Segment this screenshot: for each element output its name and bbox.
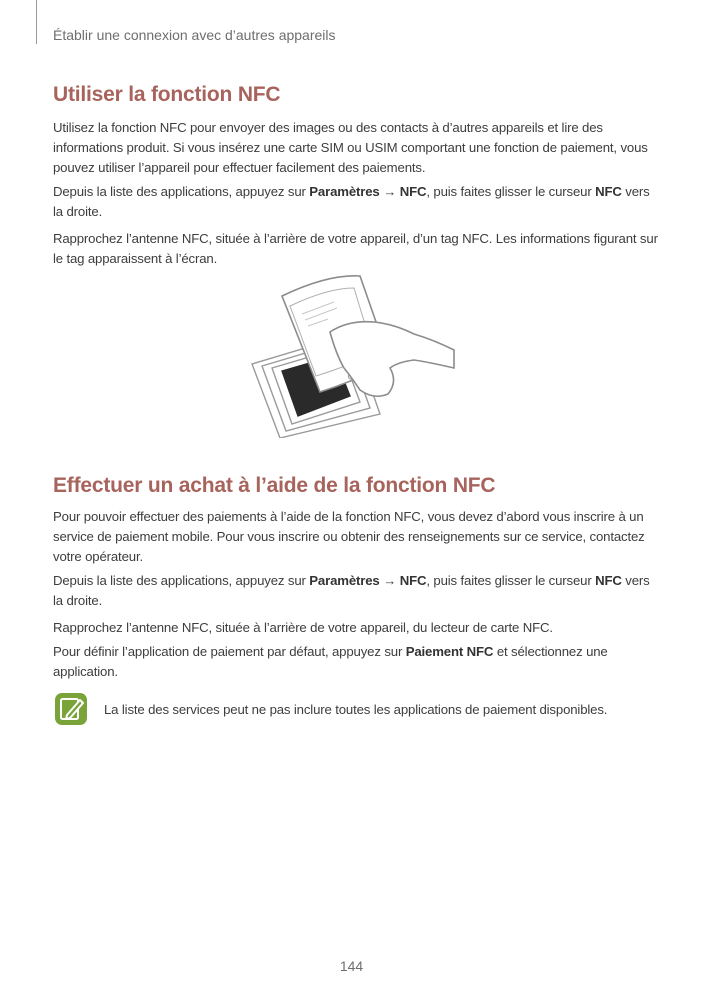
paragraph-default-payment: Pour définir l’application de paiement par défaut, appuyez sur Paiement NFC et sélectionnez une application.: [53, 644, 608, 679]
section-title-use-nfc: Utiliser la fonction NFC: [53, 83, 281, 106]
paragraph-enable-nfc: Depuis la liste des applications, appuyez sur Paramètres → NFC, puis faites glisser le curseur NFC vers la droite.: [53, 184, 650, 219]
paragraph-card-reader: Rapprochez l’antenne NFC, située à l’arrière de votre appareil, du lecteur de carte NFC.: [53, 620, 553, 635]
chapter-header: Établir une connexion avec d’autres appareils: [53, 27, 336, 43]
paragraph-intro: Utilisez la fonction NFC pour envoyer des images ou des contacts à d’autres appareils et lire des informations produit. Si vous insérez une carte SIM ou USIM comportant une fonction de paiement, vous pouvez utiliser l’appareil pour effectuer facilement des paiements.: [53, 120, 648, 175]
hand-icon: [330, 322, 454, 397]
header-rule: [36, 0, 37, 44]
paragraph-enable-nfc-2: Depuis la liste des applications, appuyez sur Paramètres → NFC, puis faites glisser le curseur NFC vers la droite.: [53, 573, 650, 608]
nfc-tag-illustration: [248, 268, 458, 438]
page-number: 144: [339, 958, 364, 974]
section-title-nfc-purchase: Effectuer un achat à l’aide de la fonction NFC: [53, 474, 496, 497]
note-pencil-icon: [55, 693, 87, 725]
paragraph-payment-register: Pour pouvoir effectuer des paiements à l’aide de la fonction NFC, vous devez d’abord vous inscrire à un service de paiement mobile. Pour vous inscrire ou obtenir des renseignements sur ce service, contactez votre opérateur.: [53, 509, 645, 564]
paragraph-tag-read: Rapprochez l’antenne NFC, située à l’arrière de votre appareil, d’un tag NFC. Les informations figurant sur le tag apparaissent à l’écran.: [53, 231, 658, 266]
note-text: La liste des services peut ne pas inclure toutes les applications de paiement disponibles.: [104, 702, 608, 717]
